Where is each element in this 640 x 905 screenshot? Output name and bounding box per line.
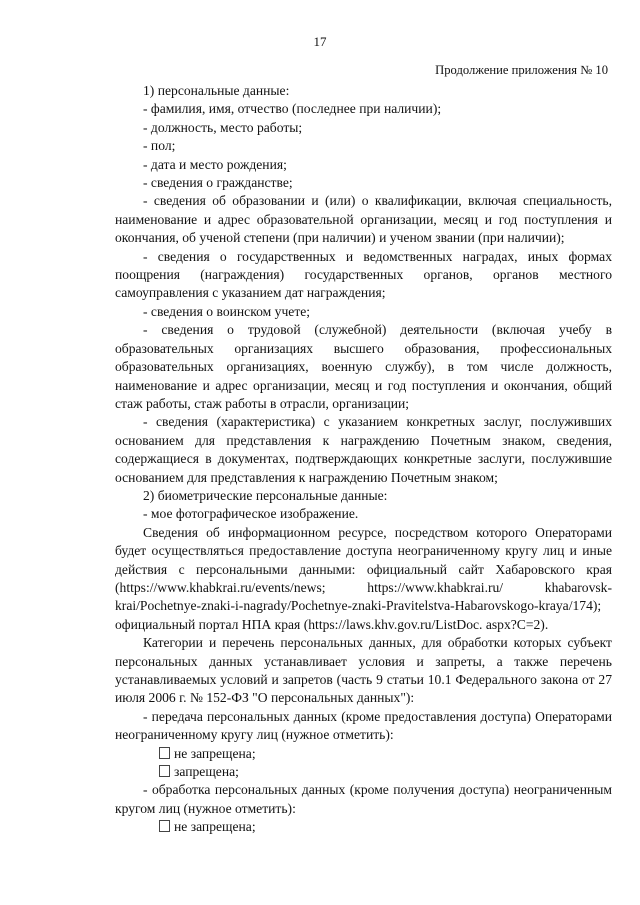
option-label: не запрещена; bbox=[174, 745, 256, 761]
paragraph: - передача персональных данных (кроме предоставления доступа) Операторами неограниченному кругу лиц (нужное отметить): bbox=[115, 708, 612, 743]
document-body bbox=[115, 82, 612, 837]
checkbox-icon[interactable] bbox=[159, 747, 170, 759]
paragraph: 2) биометрические персональные данные: bbox=[143, 487, 388, 503]
paragraph: - обработка персональных данных (кроме получения доступа) неограниченным кругом лиц (нужное отметить): bbox=[115, 782, 612, 816]
checkbox-icon[interactable] bbox=[159, 820, 170, 832]
paragraph: - фамилия, имя, отчество (последнее при наличии); bbox=[143, 101, 442, 117]
paragraph: Сведения об информационном ресурсе, посредством которого Операторами будет осуществляться предоставление доступа неограниченному кругу лиц и иные действия с персональными данными: официальный сайт Хабаровского края (https://www.khabkrai.ru/events/news; https://www.khabkrai.ru/ khabarovsk-krai/Pochetnye-znaki-i-nagrady/Pochetnye-znaki-Pravitelstva-Habarovskogo-kraya/174); официальный портал НПА края (https://laws.khv.gov.ru/ListDoc. aspx?C=2). bbox=[115, 524, 612, 632]
option-label: не запрещена; bbox=[174, 819, 256, 835]
appendix-continuation: Продолжение приложения № 10 bbox=[435, 63, 608, 77]
option-processing-not-prohibited[interactable] bbox=[115, 818, 612, 836]
paragraph: - пол; bbox=[143, 138, 176, 154]
paragraph: Категории и перечень персональных данных, для обработки которых субъект персональных данных устанавливает условия и запреты, а также перечень устанавливаемых условий и запретов (часть 9 статьи 10.1 Федерального закона от 27 июля 2006 г. № 152-ФЗ "О персональных данных"): bbox=[115, 635, 612, 706]
paragraph: - сведения об образовании и (или) о квалификации, включая специальность, наименование и адрес образовательной организации, месяц и год поступления и окончания, об ученой степени (при наличии) и ученом звании (при наличии); bbox=[115, 193, 612, 246]
paragraph: - дата и место рождения; bbox=[143, 156, 287, 172]
paragraph: - сведения (характеристика) с указанием конкретных заслуг, послуживших основанием для представления к награждению Почетным знаком, сведения, содержащиеся в документах, подтверждающих конкретные заслуги, послужившие основанием для представления к награждению Почетным знаком; bbox=[115, 414, 612, 485]
option-label: запрещена; bbox=[174, 764, 239, 780]
option-transfer-prohibited[interactable] bbox=[115, 763, 612, 781]
paragraph: - сведения о государственных и ведомственных наградах, иных формах поощрения (награждения) государственных органов, органов местного самоуправления с указанием дат награждения; bbox=[115, 248, 612, 301]
paragraph: - должность, место работы; bbox=[143, 119, 303, 135]
checkbox-icon[interactable] bbox=[159, 765, 170, 777]
option-transfer-not-prohibited[interactable] bbox=[115, 745, 612, 763]
paragraph: - мое фотографическое изображение. bbox=[143, 506, 359, 522]
paragraph: 1) персональные данные: bbox=[143, 83, 290, 98]
paragraph: - сведения о гражданстве; bbox=[143, 175, 293, 191]
page-number: 17 bbox=[313, 34, 327, 49]
paragraph: - сведения о воинском учете; bbox=[143, 303, 311, 319]
paragraph: - сведения о трудовой (служебной) деятельности (включая учебу в образовательных организациях высшего образования, профессиональных образовательных организациях, военную службу), в том числе должность, наименование и адрес организации, месяц и год поступления и окончания, общий стаж работы, стаж работы в отрасли, организации; bbox=[115, 322, 612, 411]
